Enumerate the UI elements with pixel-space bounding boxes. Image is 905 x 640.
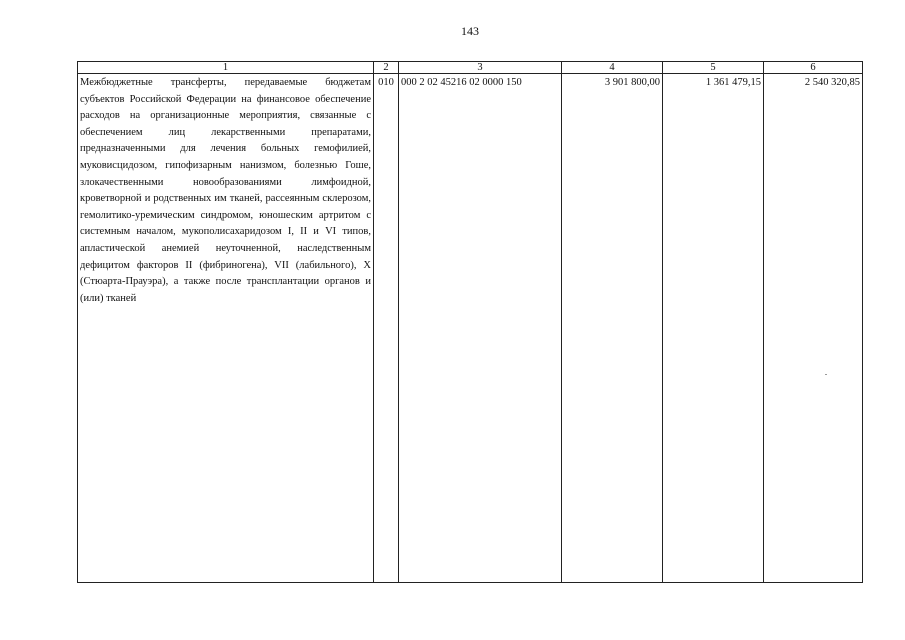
- column-header-6: 6: [764, 62, 863, 74]
- table-row: [78, 74, 863, 583]
- budget-table: [77, 61, 863, 583]
- column-header-3: 3: [399, 62, 562, 74]
- row-value-col4: 3 901 800,00: [562, 74, 663, 583]
- column-header-4: 4: [562, 62, 663, 74]
- row-value-col6: 2 540 320,85: [764, 74, 863, 583]
- row-description: Межбюджетные трансферты, передаваемые бюджетам субъектов Российской Федерации на финансовое обеспечение расходов на организационные мероприятия, связанные с обеспечением лиц лекарственными препаратами, предназначенными для лечения больных гемофилией, муковисцидозом, гипофизарным нанизмом, болезнью Гоше, злокачественными новообразованиями лимфоидной, кроветворной и родственных им тканей, рассеянным склерозом, гемолитико-уремическим синдромом, юношеским артритом с системным началом, мукополисахаридозом I, II и VI типов, апластической анемией неуточненной, наследственным дефицитом факторов II (фибриногена), VII (лабильного), X (Стюарта-Прауэра), а также после трансплантации органов и (или) тканей: [78, 74, 374, 583]
- scan-artifact: [825, 374, 827, 375]
- row-code: 010: [374, 74, 399, 583]
- column-header-5: 5: [663, 62, 764, 74]
- row-value-col5: 1 361 479,15: [663, 74, 764, 583]
- column-header-2: 2: [374, 62, 399, 74]
- table-header-row: [78, 62, 863, 74]
- row-budget-classification-code: 000 2 02 45216 02 0000 150: [399, 74, 562, 583]
- page-number: 143: [461, 24, 479, 38]
- column-header-1: 1: [78, 62, 374, 74]
